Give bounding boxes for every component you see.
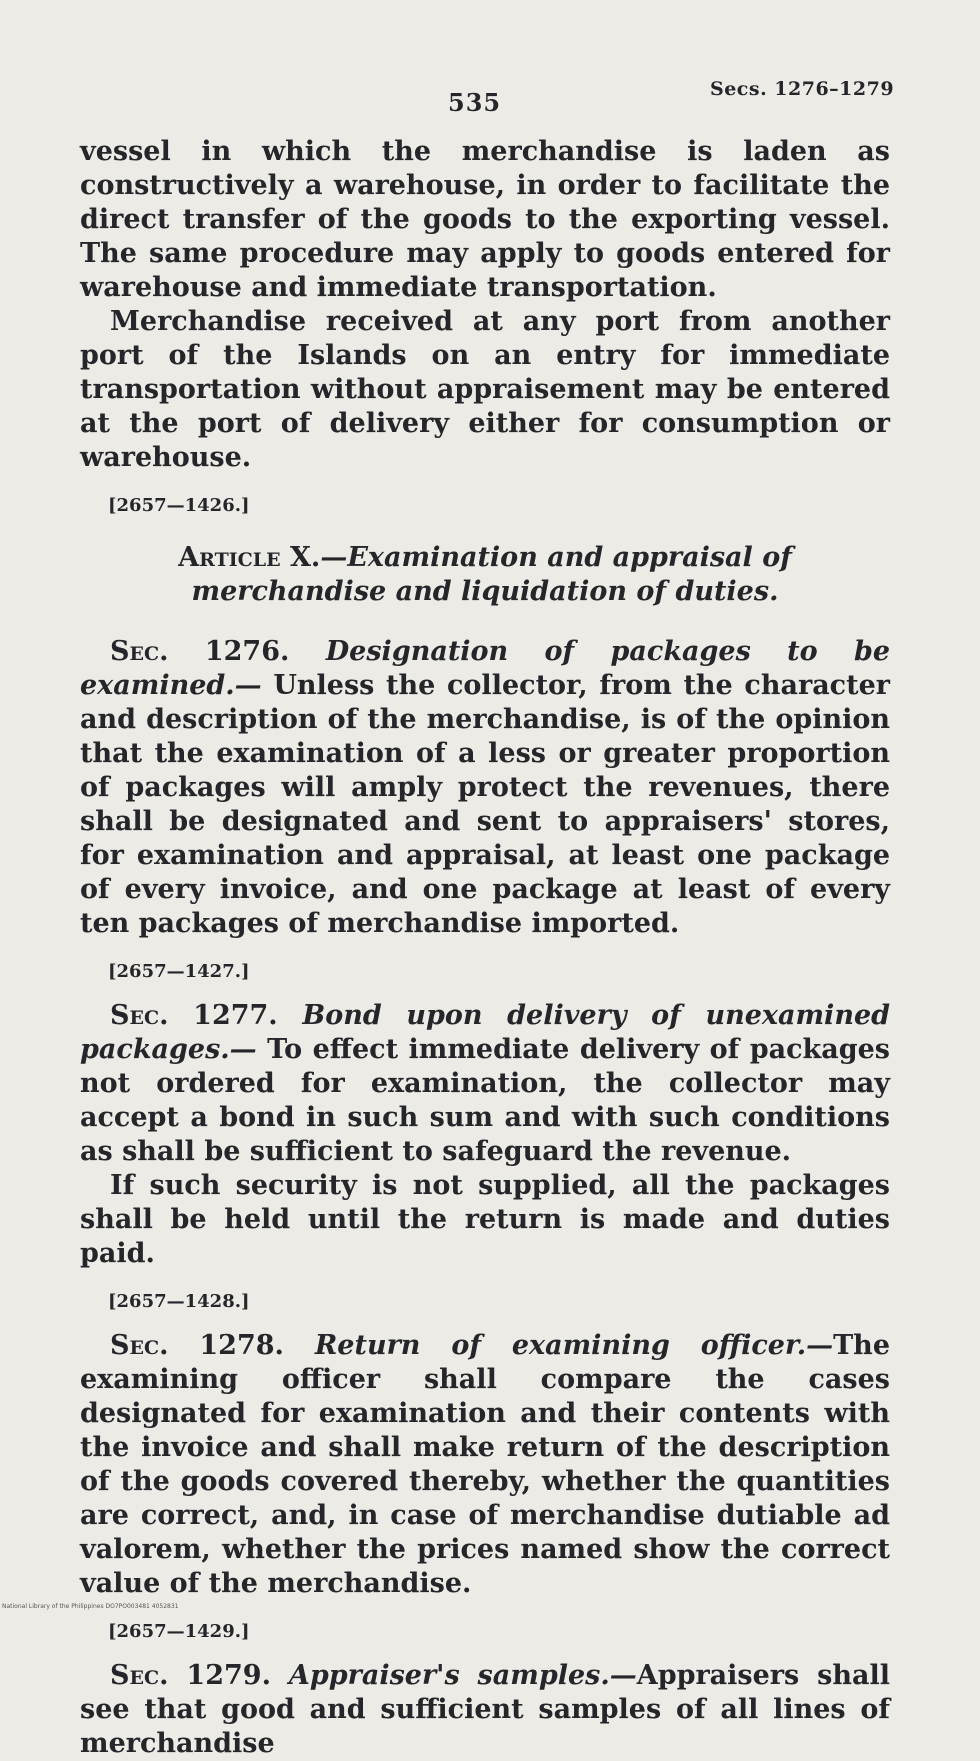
- section-title: Appraiser's samples.—: [288, 1660, 637, 1691]
- section-1277: [80, 999, 890, 1169]
- page-body: [80, 135, 890, 1761]
- section-1276: [80, 635, 890, 941]
- paragraph-continuation: vessel in which the merchandise is laden as constructively a warehouse, in order to facilitate the direct transfer of the goods to the exporting vessel. The same procedure may apply to goods entered for warehouse and immediate transportation.: [80, 136, 890, 303]
- paragraph-merchandise-received: Merchandise received at any port from another port of the Islands on an entry for immediate transportation without appraisement may be entered at the port of delivery either for consumption or warehouse.: [80, 306, 890, 473]
- section-label: Sec. 1279.: [110, 1660, 271, 1691]
- section-1278: [80, 1329, 890, 1601]
- section-text: To effect immediate delivery of packages not ordered for examination, the collector may accept a bond in such sum and with such conditions as shall be sufficient to safeguard the revenue.: [80, 1034, 890, 1167]
- scan-source-footer: National Library of the Philippines DO7PO003481 4052831: [2, 1603, 179, 1610]
- citation-reference: [2657—1427.]: [108, 961, 250, 982]
- section-title: Bond upon delivery of unexamined packages.—: [80, 1000, 891, 1065]
- section-title: Return of examining officer.—: [314, 1330, 834, 1361]
- running-head: Secs. 1276–1279: [710, 78, 895, 100]
- section-title: Designation of packages to be examined.—: [80, 636, 891, 701]
- page-number: 535: [448, 88, 502, 117]
- article-heading: [80, 541, 890, 609]
- section-1279: [80, 1659, 890, 1761]
- paragraph-security: If such security is not supplied, all the packages shall be held until the return is made and duties paid.: [80, 1170, 890, 1269]
- citation-reference: [2657—1426.]: [108, 495, 250, 516]
- citation-reference: [2657—1428.]: [108, 1291, 250, 1312]
- section-label: Sec. 1278.: [110, 1330, 284, 1361]
- section-text: Unless the collector, from the character and description of the merchandise, is of the opinion that the examination of a less or greater proportion of packages will amply protect the revenues, there shall be designated and sent to appraisers' stores, for examination and appraisal, at least one package of every invoice, and one package at least of every ten packages of merchandise imported.: [80, 670, 890, 939]
- page-header: [0, 78, 980, 118]
- section-text: Appraisers shall see that good and sufficient samples of all lines of merchandise: [80, 1660, 890, 1759]
- article-label: Article X.: [178, 542, 321, 573]
- section-label: Sec. 1276.: [110, 636, 290, 667]
- article-title: —Examination and appraisal of merchandise and liquidation of duties.: [191, 542, 792, 607]
- section-text: The examining officer shall compare the cases designated for examination and their contents with the invoice and shall make return of the description of the goods covered thereby, whether the quantities are correct, and, in case of merchandise dutiable ad valorem, whether the prices named show the correct value of the merchandise.: [80, 1330, 890, 1599]
- section-label: Sec. 1277.: [110, 1000, 278, 1031]
- citation-reference: [2657—1429.]: [108, 1621, 250, 1642]
